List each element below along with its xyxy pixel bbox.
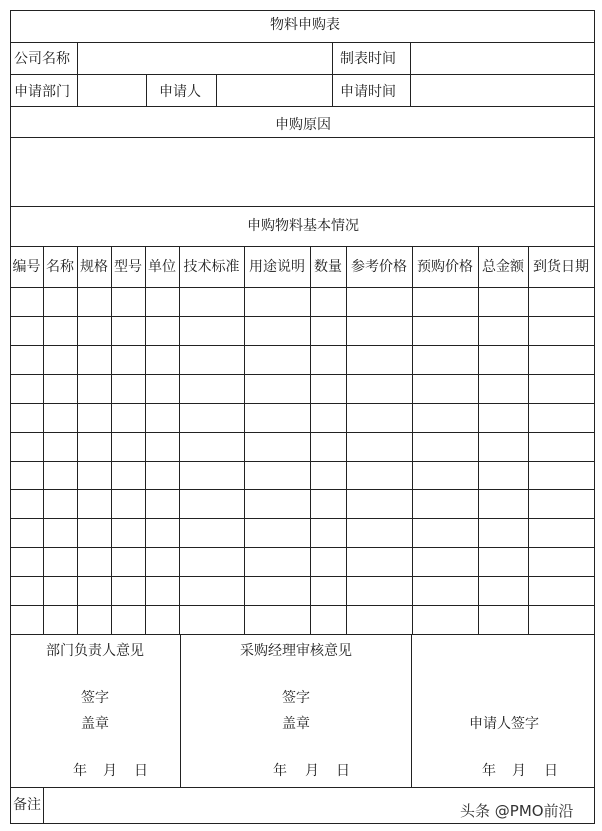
table-cell[interactable] bbox=[146, 317, 179, 345]
column-header: 编号 bbox=[12, 259, 41, 275]
table-cell[interactable] bbox=[180, 288, 244, 316]
table-cell[interactable] bbox=[11, 577, 43, 605]
table-cell[interactable] bbox=[245, 577, 310, 605]
department-field[interactable] bbox=[78, 75, 146, 106]
table-cell[interactable] bbox=[78, 317, 111, 345]
table-cell[interactable] bbox=[44, 404, 77, 432]
apply-time-field[interactable] bbox=[411, 75, 594, 106]
table-cell[interactable] bbox=[413, 375, 478, 403]
table-cell[interactable] bbox=[245, 606, 310, 634]
table-cell[interactable] bbox=[479, 519, 528, 547]
column-header: 技术标准 bbox=[183, 259, 240, 275]
table-cell[interactable] bbox=[11, 346, 43, 374]
column-header: 型号 bbox=[114, 259, 142, 275]
table-cell[interactable] bbox=[347, 519, 412, 547]
dept-head-sign-label: 签字 bbox=[81, 690, 109, 706]
table-cell[interactable] bbox=[11, 317, 43, 345]
table-cell[interactable] bbox=[146, 519, 179, 547]
table-cell[interactable] bbox=[146, 404, 179, 432]
table-cell[interactable] bbox=[146, 375, 179, 403]
dept-head-seal-label: 盖章 bbox=[81, 716, 109, 732]
table-cell[interactable] bbox=[112, 317, 145, 345]
applicant-field[interactable] bbox=[217, 75, 331, 106]
table-cell[interactable] bbox=[146, 490, 179, 518]
apply-time-label: 申请时间 bbox=[340, 84, 396, 100]
table-cell[interactable] bbox=[347, 404, 412, 432]
dept-head-date-day: 日 bbox=[134, 763, 148, 779]
table-cell[interactable] bbox=[413, 519, 478, 547]
column-header: 参考价格 bbox=[351, 259, 407, 275]
dept-head-opinion-label: 部门负责人意见 bbox=[46, 643, 144, 659]
applicant-date-year: 年 bbox=[482, 763, 496, 779]
table-cell[interactable] bbox=[245, 346, 310, 374]
table-cell[interactable] bbox=[11, 288, 43, 316]
table-cell[interactable] bbox=[78, 433, 111, 461]
table-cell[interactable] bbox=[112, 577, 145, 605]
table-cell[interactable] bbox=[413, 317, 478, 345]
form-title: 物料申购表 bbox=[270, 17, 340, 33]
table-cell[interactable] bbox=[78, 288, 111, 316]
table-cell[interactable] bbox=[112, 375, 145, 403]
table-cell[interactable] bbox=[245, 548, 310, 576]
table-cell[interactable] bbox=[44, 346, 77, 374]
table-cell[interactable] bbox=[311, 462, 346, 489]
grid-line-vertical bbox=[411, 634, 412, 788]
table-cell[interactable] bbox=[245, 519, 310, 547]
created-time-label: 制表时间 bbox=[340, 51, 396, 67]
table-cell[interactable] bbox=[529, 606, 594, 634]
table-cell[interactable] bbox=[180, 433, 244, 461]
table-cell[interactable] bbox=[11, 375, 43, 403]
table-cell[interactable] bbox=[529, 288, 594, 316]
table-cell[interactable] bbox=[112, 288, 145, 316]
table-cell[interactable] bbox=[112, 548, 145, 576]
column-header: 数量 bbox=[314, 259, 342, 275]
table-cell[interactable] bbox=[180, 519, 244, 547]
table-cell[interactable] bbox=[78, 577, 111, 605]
table-cell[interactable] bbox=[413, 606, 478, 634]
purchase-manager-date-day: 日 bbox=[336, 763, 350, 779]
table-cell[interactable] bbox=[479, 317, 528, 345]
grid-line-vertical bbox=[594, 10, 595, 824]
table-cell[interactable] bbox=[413, 346, 478, 374]
table-cell[interactable] bbox=[78, 404, 111, 432]
column-header: 单位 bbox=[148, 259, 176, 275]
table-cell[interactable] bbox=[347, 548, 412, 576]
table-cell[interactable] bbox=[311, 317, 346, 345]
table-cell[interactable] bbox=[311, 375, 346, 403]
table-cell[interactable] bbox=[479, 577, 528, 605]
company-name-field[interactable] bbox=[78, 43, 332, 73]
table-cell[interactable] bbox=[529, 548, 594, 576]
table-cell[interactable] bbox=[180, 490, 244, 518]
table-cell[interactable] bbox=[44, 317, 77, 345]
table-cell[interactable] bbox=[311, 577, 346, 605]
table-cell[interactable] bbox=[479, 404, 528, 432]
grid-line-horizontal bbox=[10, 246, 595, 247]
table-cell[interactable] bbox=[245, 317, 310, 345]
table-cell[interactable] bbox=[529, 433, 594, 461]
grid-line-horizontal bbox=[10, 206, 595, 207]
table-cell[interactable] bbox=[311, 519, 346, 547]
table-cell[interactable] bbox=[311, 346, 346, 374]
table-cell[interactable] bbox=[180, 462, 244, 489]
remarks-label: 备注 bbox=[13, 797, 41, 813]
applicant-date-day: 日 bbox=[544, 763, 558, 779]
table-cell[interactable] bbox=[529, 519, 594, 547]
table-cell[interactable] bbox=[529, 462, 594, 489]
table-cell[interactable] bbox=[529, 317, 594, 345]
table-cell[interactable] bbox=[112, 462, 145, 489]
grid-line-horizontal bbox=[10, 106, 595, 107]
watermark-text: 头条 @PMO前沿 bbox=[460, 802, 574, 820]
table-cell[interactable] bbox=[44, 462, 77, 489]
table-cell[interactable] bbox=[529, 404, 594, 432]
table-cell[interactable] bbox=[146, 433, 179, 461]
table-cell[interactable] bbox=[245, 462, 310, 489]
table-cell[interactable] bbox=[479, 375, 528, 403]
table-cell[interactable] bbox=[146, 548, 179, 576]
table-cell[interactable] bbox=[311, 433, 346, 461]
column-header: 总金额 bbox=[482, 259, 524, 275]
table-cell[interactable] bbox=[413, 577, 478, 605]
table-cell[interactable] bbox=[311, 404, 346, 432]
company-name-label: 公司名称 bbox=[14, 51, 70, 67]
table-cell[interactable] bbox=[146, 346, 179, 374]
column-header: 规格 bbox=[80, 259, 108, 275]
table-cell[interactable] bbox=[180, 375, 244, 403]
applicant-label: 申请人 bbox=[159, 84, 201, 100]
table-cell[interactable] bbox=[347, 490, 412, 518]
table-cell[interactable] bbox=[44, 548, 77, 576]
table-cell[interactable] bbox=[78, 490, 111, 518]
table-cell[interactable] bbox=[112, 404, 145, 432]
table-cell[interactable] bbox=[413, 548, 478, 576]
table-cell[interactable] bbox=[78, 346, 111, 374]
created-time-field[interactable] bbox=[411, 43, 594, 73]
table-cell[interactable] bbox=[347, 317, 412, 345]
table-cell[interactable] bbox=[529, 577, 594, 605]
table-cell[interactable] bbox=[11, 433, 43, 461]
purchase-manager-date-year: 年 bbox=[273, 763, 287, 779]
grid-line-vertical bbox=[180, 634, 181, 788]
table-cell[interactable] bbox=[180, 404, 244, 432]
grid-line-horizontal bbox=[10, 10, 595, 11]
table-cell[interactable] bbox=[311, 606, 346, 634]
table-cell[interactable] bbox=[479, 433, 528, 461]
column-header: 预购价格 bbox=[417, 259, 473, 275]
table-cell[interactable] bbox=[11, 519, 43, 547]
column-header: 用途说明 bbox=[249, 259, 305, 275]
table-cell[interactable] bbox=[78, 519, 111, 547]
table-cell[interactable] bbox=[146, 288, 179, 316]
table-cell[interactable] bbox=[44, 519, 77, 547]
table-cell[interactable] bbox=[413, 490, 478, 518]
table-cell[interactable] bbox=[347, 462, 412, 489]
table-cell[interactable] bbox=[479, 548, 528, 576]
table-cell[interactable] bbox=[78, 375, 111, 403]
table-cell[interactable] bbox=[479, 606, 528, 634]
table-cell[interactable] bbox=[479, 346, 528, 374]
column-header: 到货日期 bbox=[533, 259, 589, 275]
column-header: 名称 bbox=[46, 259, 74, 275]
table-cell[interactable] bbox=[529, 490, 594, 518]
table-cell[interactable] bbox=[44, 490, 77, 518]
table-cell[interactable] bbox=[11, 606, 43, 634]
table-cell[interactable] bbox=[180, 606, 244, 634]
purchase-manager-date-month: 月 bbox=[305, 763, 319, 779]
table-cell[interactable] bbox=[44, 375, 77, 403]
purchase-manager-seal-label: 盖章 bbox=[282, 716, 310, 732]
table-cell[interactable] bbox=[529, 346, 594, 374]
table-cell[interactable] bbox=[413, 404, 478, 432]
grid-line-horizontal bbox=[10, 823, 595, 824]
table-cell[interactable] bbox=[44, 577, 77, 605]
table-cell[interactable] bbox=[347, 288, 412, 316]
table-cell[interactable] bbox=[413, 462, 478, 489]
table-cell[interactable] bbox=[112, 490, 145, 518]
table-cell[interactable] bbox=[245, 490, 310, 518]
table-cell[interactable] bbox=[311, 490, 346, 518]
table-cell[interactable] bbox=[347, 346, 412, 374]
table-cell[interactable] bbox=[347, 577, 412, 605]
grid-line-horizontal bbox=[10, 634, 595, 635]
applicant-signature-label: 申请人签字 bbox=[469, 716, 539, 732]
table-cell[interactable] bbox=[245, 404, 310, 432]
table-cell[interactable] bbox=[347, 606, 412, 634]
table-cell[interactable] bbox=[44, 288, 77, 316]
table-cell[interactable] bbox=[413, 288, 478, 316]
table-cell[interactable] bbox=[245, 433, 310, 461]
table-cell[interactable] bbox=[11, 404, 43, 432]
table-cell[interactable] bbox=[479, 490, 528, 518]
table-cell[interactable] bbox=[311, 548, 346, 576]
table-cell[interactable] bbox=[44, 606, 77, 634]
table-cell[interactable] bbox=[180, 317, 244, 345]
dept-head-date-month: 月 bbox=[103, 763, 117, 779]
grid-line-vertical bbox=[332, 42, 333, 107]
table-cell[interactable] bbox=[112, 606, 145, 634]
table-cell[interactable] bbox=[112, 346, 145, 374]
table-cell[interactable] bbox=[347, 375, 412, 403]
table-cell[interactable] bbox=[180, 577, 244, 605]
purchase-manager-sign-label: 签字 bbox=[282, 690, 310, 706]
table-cell[interactable] bbox=[180, 548, 244, 576]
table-cell[interactable] bbox=[529, 375, 594, 403]
table-cell[interactable] bbox=[112, 433, 145, 461]
table-cell[interactable] bbox=[245, 375, 310, 403]
materials-section-title: 申购物料基本情况 bbox=[247, 218, 359, 234]
table-cell[interactable] bbox=[347, 433, 412, 461]
table-cell[interactable] bbox=[78, 548, 111, 576]
table-cell[interactable] bbox=[78, 462, 111, 489]
table-cell[interactable] bbox=[112, 519, 145, 547]
purchase-manager-opinion-label: 采购经理审核意见 bbox=[240, 643, 352, 659]
table-cell[interactable] bbox=[245, 288, 310, 316]
applicant-date-month: 月 bbox=[512, 763, 526, 779]
table-cell[interactable] bbox=[479, 288, 528, 316]
table-cell[interactable] bbox=[146, 606, 179, 634]
grid-line-vertical bbox=[146, 74, 147, 107]
table-cell[interactable] bbox=[146, 462, 179, 489]
table-cell[interactable] bbox=[78, 606, 111, 634]
table-cell[interactable] bbox=[44, 433, 77, 461]
purchase-reason-field[interactable] bbox=[11, 137, 594, 205]
table-cell[interactable] bbox=[11, 490, 43, 518]
table-cell[interactable] bbox=[413, 433, 478, 461]
table-cell[interactable] bbox=[479, 462, 528, 489]
table-cell[interactable] bbox=[180, 346, 244, 374]
table-cell[interactable] bbox=[146, 577, 179, 605]
table-cell[interactable] bbox=[11, 462, 43, 489]
purchase-reason-label: 申购原因 bbox=[275, 117, 331, 133]
table-cell[interactable] bbox=[11, 548, 43, 576]
table-cell[interactable] bbox=[311, 288, 346, 316]
department-label: 申请部门 bbox=[14, 84, 70, 100]
dept-head-date-year: 年 bbox=[73, 763, 87, 779]
